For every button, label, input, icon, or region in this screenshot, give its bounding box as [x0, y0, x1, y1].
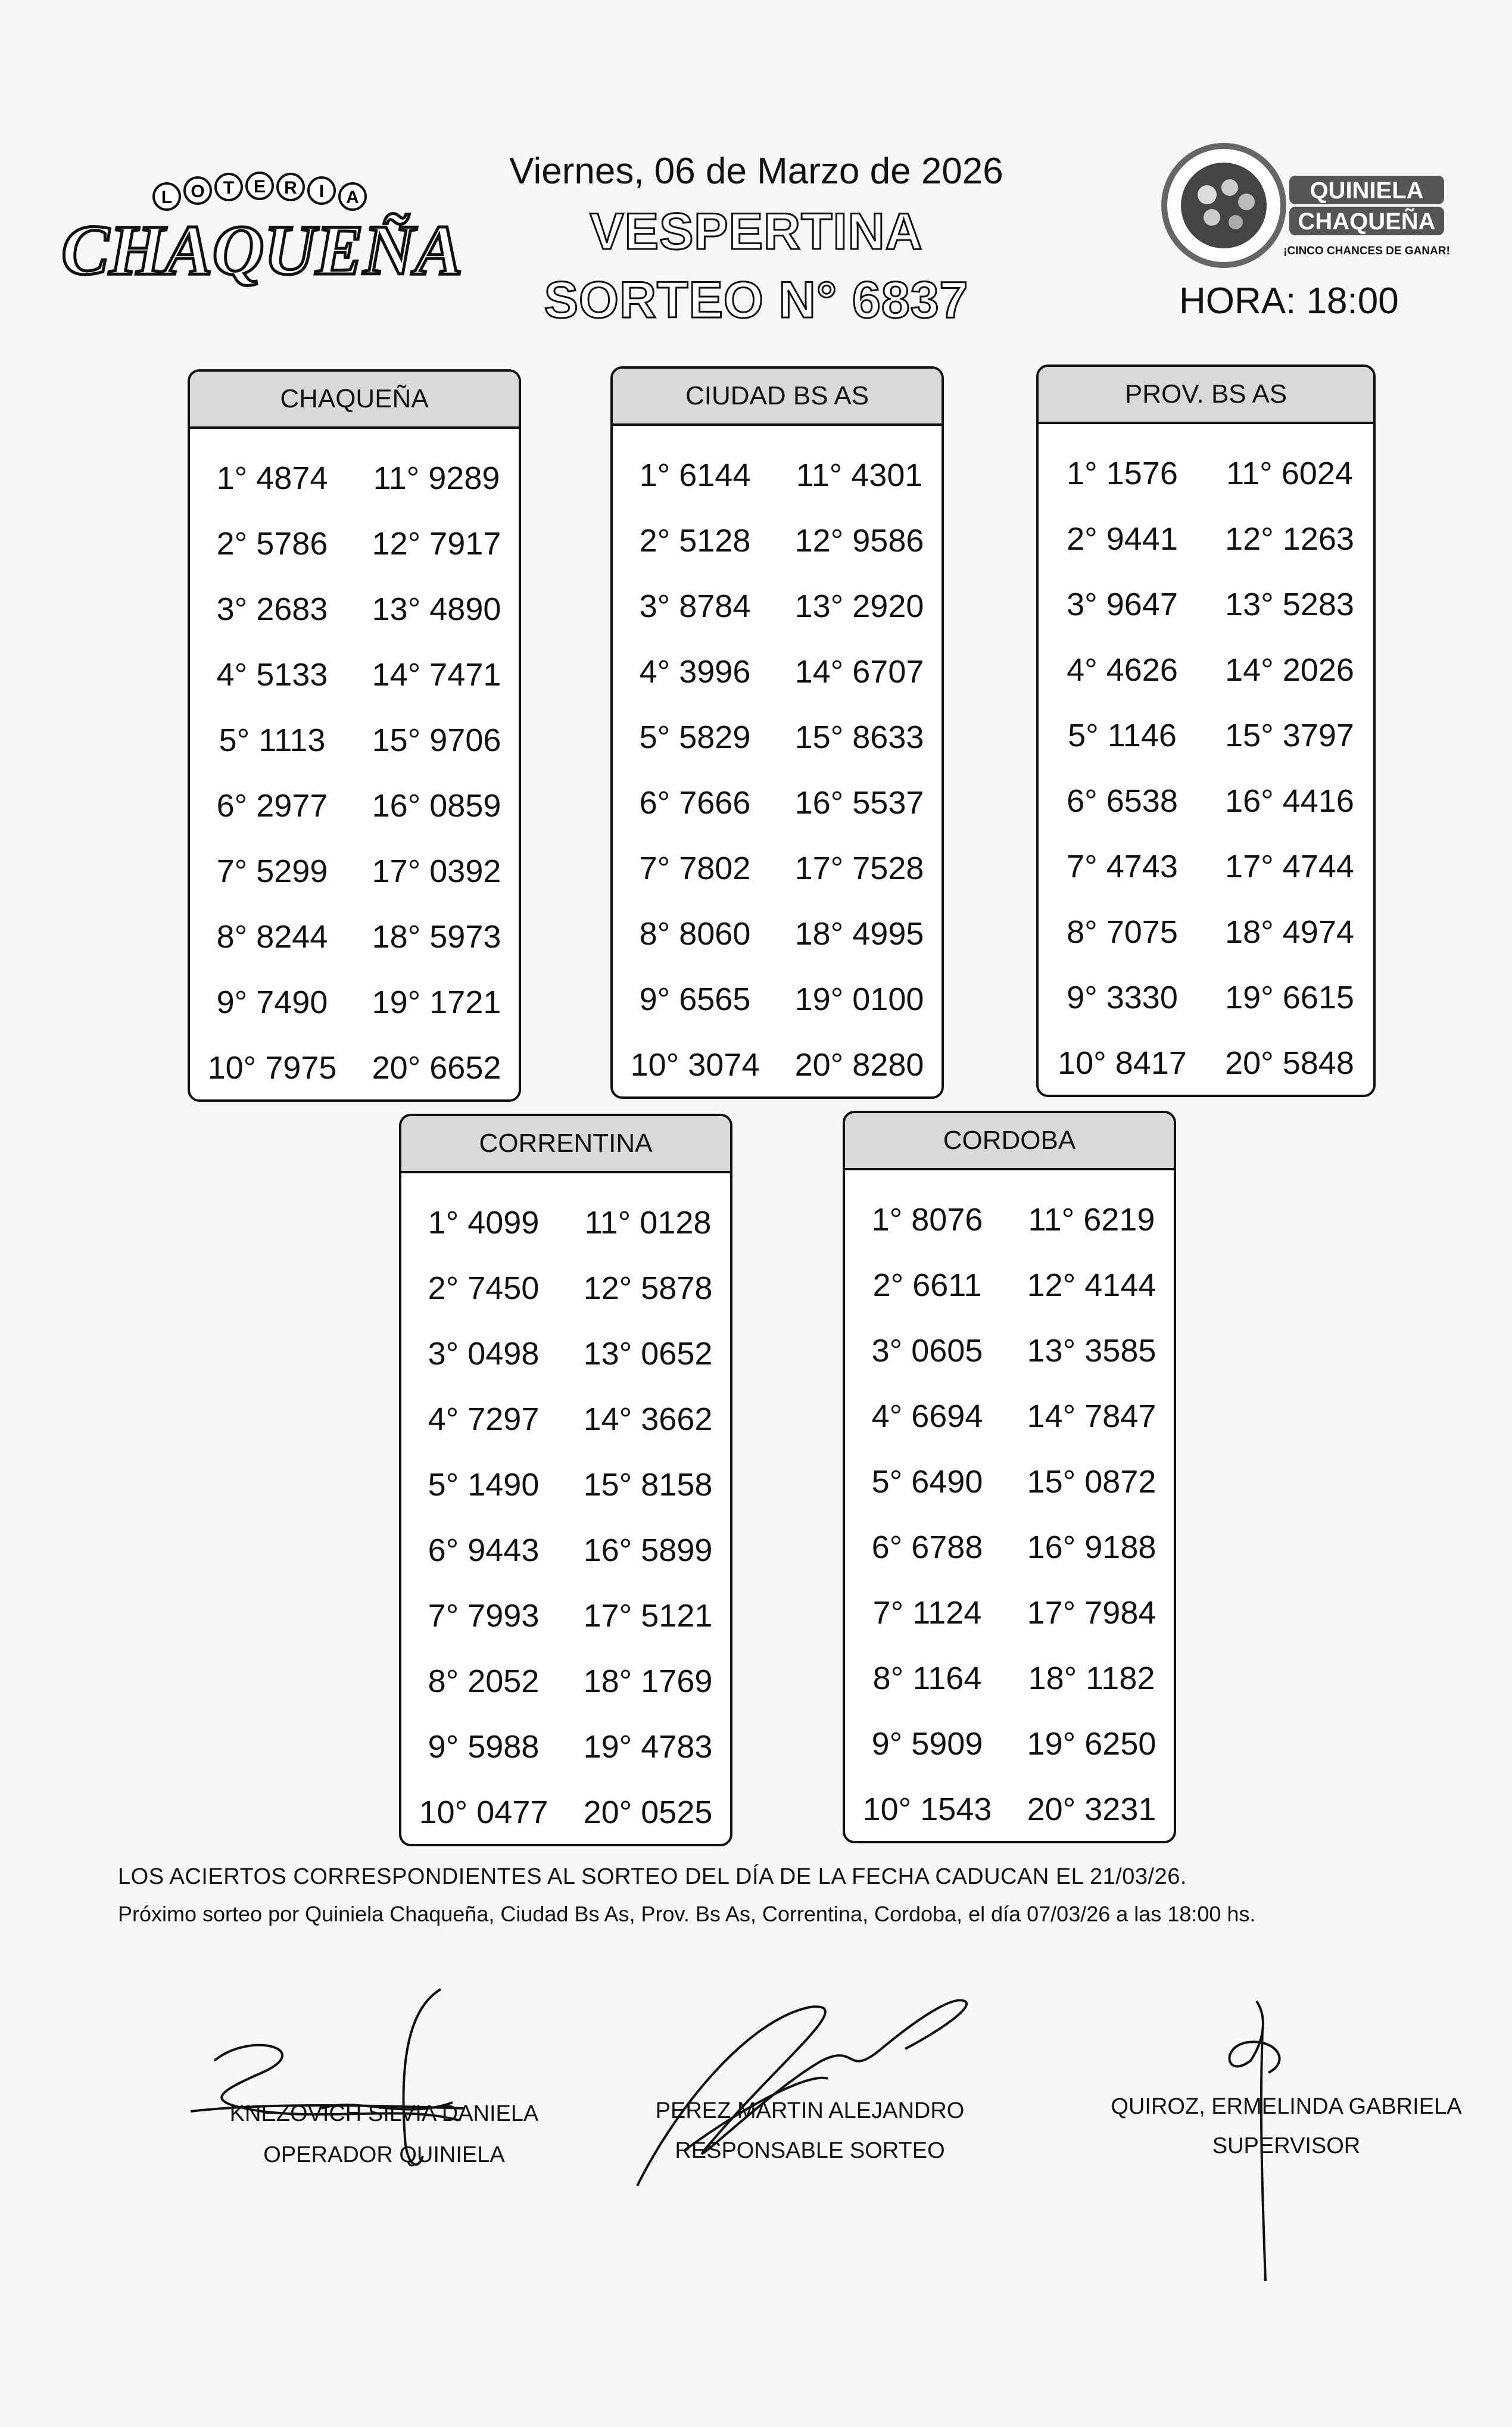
svg-text:I: I: [319, 182, 325, 201]
result-row: [190, 577, 519, 642]
result-row: [613, 443, 942, 508]
result-row: [845, 1777, 1174, 1842]
result-row: [401, 1780, 730, 1845]
result-cell-right: 19° 6615: [1225, 980, 1354, 1015]
quiniela-chaquena-logo: [1140, 152, 1450, 271]
result-row: [1039, 1030, 1373, 1096]
result-row: [190, 839, 519, 904]
result-cell-left: 5° 1113: [219, 722, 326, 758]
result-cell-left: 5° 5829: [639, 719, 751, 755]
result-row: [845, 1384, 1174, 1449]
draw-time: HORA: 18:00: [1179, 281, 1399, 322]
result-cell-left: 7° 7802: [639, 850, 751, 886]
result-row: [401, 1255, 730, 1321]
result-row: [845, 1318, 1174, 1384]
result-row: [1039, 441, 1373, 506]
result-cell-right: 19° 0100: [794, 982, 924, 1017]
result-cell-right: 20° 8280: [794, 1047, 924, 1083]
result-row: [613, 705, 942, 770]
result-cell-right: 17° 7984: [1027, 1595, 1156, 1631]
result-row: [190, 970, 519, 1035]
result-cell-left: 1° 1576: [1067, 456, 1178, 491]
result-row: [613, 574, 942, 639]
results-box-title: PROV. BS AS: [1039, 367, 1373, 424]
result-row: [613, 836, 942, 901]
result-cell-right: 12° 1263: [1225, 521, 1354, 557]
result-cell-right: 18° 5973: [372, 919, 501, 955]
results-box-chaquena: [188, 369, 521, 1102]
result-cell-left: 4° 7297: [428, 1401, 540, 1437]
result-cell-right: 11° 0128: [584, 1205, 712, 1241]
logo-right-tagline: ¡CINCO CHANCES DE GANAR!: [1283, 245, 1450, 257]
result-cell-right: 13° 4890: [372, 591, 501, 627]
results-box-correntina: [399, 1114, 732, 1846]
draw-date: Viernes, 06 de Marzo de 2026: [509, 151, 1003, 192]
result-cell-left: 4° 4626: [1067, 652, 1178, 688]
result-cell-right: 13° 5283: [1225, 587, 1354, 622]
result-cell-right: 15° 9706: [372, 722, 501, 758]
result-row: [190, 708, 519, 773]
result-cell-right: 19° 1721: [372, 984, 501, 1020]
result-cell-right: 14° 6707: [794, 654, 924, 690]
result-cell-right: 11° 6024: [1226, 456, 1353, 491]
result-cell-left: 3° 0498: [428, 1336, 540, 1372]
result-cell-right: 14° 7847: [1027, 1398, 1156, 1434]
result-row: [1039, 703, 1373, 768]
result-cell-right: 18° 1182: [1028, 1660, 1155, 1696]
signature-role-3: SUPERVISOR: [1212, 2133, 1361, 2158]
result-row: [845, 1580, 1174, 1646]
result-cell-left: 3° 0605: [871, 1333, 983, 1369]
result-cell-right: 15° 8158: [583, 1467, 713, 1503]
result-cell-right: 11° 6219: [1028, 1202, 1155, 1238]
result-row: [401, 1321, 730, 1387]
result-cell-right: 16° 4416: [1225, 783, 1354, 819]
result-cell-right: 19° 6250: [1027, 1726, 1156, 1762]
result-cell-left: 9° 6565: [639, 982, 751, 1017]
result-row: [1039, 637, 1373, 703]
result-cell-left: 6° 9443: [428, 1532, 540, 1568]
result-row: [190, 904, 519, 970]
draw-session: VESPERTINA: [590, 203, 923, 260]
result-row: [401, 1190, 730, 1255]
result-cell-left: 8° 8060: [639, 916, 751, 952]
signature-name-2: PEREZ MARTIN ALEJANDRO: [655, 2098, 965, 2123]
result-cell-right: 15° 0872: [1027, 1464, 1156, 1500]
result-cell-left: 3° 9647: [1067, 587, 1178, 622]
logo-right-line2: CHAQUEÑA: [1298, 208, 1436, 235]
result-row: [190, 1035, 519, 1101]
results-rows: [190, 429, 519, 1101]
signature-name-3: QUIROZ, ERMELINDA GABRIELA: [1111, 2094, 1462, 2119]
result-cell-left: 3° 2683: [216, 591, 328, 627]
result-cell-right: 18° 4974: [1225, 914, 1354, 950]
result-cell-right: 17° 4744: [1225, 849, 1354, 884]
result-cell-right: 12° 9586: [794, 523, 924, 559]
results-rows: [401, 1173, 730, 1845]
result-cell-left: 5° 1146: [1068, 718, 1177, 753]
result-cell-left: 1° 4099: [428, 1205, 540, 1241]
result-cell-right: 19° 4783: [583, 1729, 713, 1765]
result-cell-left: 8° 1164: [872, 1660, 982, 1696]
result-row: [845, 1449, 1174, 1515]
results-box-title: CHAQUEÑA: [190, 372, 519, 429]
result-cell-right: 18° 1769: [583, 1663, 713, 1699]
signature-responsable: [631, 1983, 1012, 2198]
result-row: [613, 508, 942, 574]
result-cell-right: 20° 6652: [372, 1050, 501, 1086]
result-row: [190, 511, 519, 577]
result-cell-left: 2° 7450: [428, 1270, 540, 1306]
svg-text:L: L: [161, 188, 173, 207]
result-cell-left: 2° 6611: [872, 1267, 982, 1303]
result-row: [613, 639, 942, 705]
result-cell-left: 9° 3330: [1067, 980, 1178, 1015]
result-cell-left: 6° 7666: [639, 785, 751, 821]
signature-role-1: OPERADOR QUINIELA: [263, 2142, 505, 2167]
result-cell-left: 8° 2052: [428, 1663, 540, 1699]
results-box-title: CORDOBA: [845, 1113, 1174, 1170]
next-draw-notice: Próximo sorteo por Quiniela Chaqueña, Ciudad Bs As, Prov. Bs As, Correntina, Cordoba, el día 07/03/26 a las 18:00 hs.: [118, 1902, 1256, 1926]
result-cell-right: 16° 9188: [1027, 1529, 1156, 1565]
result-cell-right: 16° 5899: [583, 1532, 713, 1568]
result-cell-left: 3° 8784: [639, 588, 751, 624]
result-row: [613, 770, 942, 836]
result-cell-right: 13° 0652: [583, 1336, 713, 1372]
result-cell-right: 14° 7471: [372, 657, 501, 693]
result-cell-left: 8° 7075: [1067, 914, 1178, 950]
result-cell-left: 6° 6538: [1067, 783, 1178, 819]
result-cell-left: 7° 5299: [216, 853, 328, 889]
result-row: [190, 642, 519, 708]
result-cell-right: 17° 5121: [583, 1598, 713, 1634]
result-cell-right: 15° 3797: [1225, 718, 1354, 753]
result-cell-left: 9° 5909: [871, 1726, 983, 1762]
result-row: [1039, 965, 1373, 1030]
svg-text:E: E: [253, 177, 266, 197]
result-row: [401, 1649, 730, 1714]
result-cell-left: 1° 4874: [216, 460, 328, 496]
results-rows: [845, 1170, 1174, 1842]
loteria-chaquena-logo: [61, 167, 463, 298]
result-row: [1039, 572, 1373, 637]
result-row: [1039, 899, 1373, 965]
results-box-ciudad-bs-as: [610, 366, 944, 1099]
result-cell-left: 1° 6144: [639, 457, 751, 493]
result-cell-left: 2° 9441: [1067, 521, 1178, 557]
expiry-notice: LOS ACIERTOS CORRESPONDIENTES AL SORTEO DEL DÍA DE LA FECHA CADUCAN EL 21/03/26.: [118, 1864, 1187, 1889]
result-cell-left: 6° 2977: [216, 788, 328, 824]
result-cell-left: 7° 4743: [1067, 849, 1178, 884]
result-cell-left: 10° 0477: [419, 1794, 548, 1830]
result-cell-right: 17° 7528: [794, 850, 924, 886]
result-cell-right: 14° 3662: [583, 1401, 713, 1437]
result-row: [401, 1714, 730, 1780]
result-cell-right: 11° 4301: [796, 457, 923, 493]
result-row: [613, 901, 942, 967]
result-cell-left: 10° 7975: [207, 1050, 337, 1086]
result-cell-right: 16° 5537: [794, 785, 924, 821]
result-cell-right: 20° 0525: [583, 1794, 713, 1830]
result-cell-left: 10° 8417: [1058, 1045, 1187, 1081]
result-cell-left: 6° 6788: [871, 1529, 983, 1565]
result-cell-right: 11° 9289: [373, 460, 500, 496]
svg-text:T: T: [223, 178, 235, 198]
result-row: [613, 967, 942, 1032]
result-row: [1039, 768, 1373, 834]
results-box-cordoba: [843, 1111, 1176, 1843]
result-cell-left: 2° 5786: [216, 526, 328, 562]
logo-right-line1: QUINIELA: [1310, 177, 1424, 204]
result-row: [845, 1646, 1174, 1711]
result-row: [845, 1253, 1174, 1318]
signature-role-2: RESPONSABLE SORTEO: [675, 2138, 945, 2163]
result-cell-left: 9° 5988: [428, 1729, 540, 1765]
result-cell-left: 2° 5128: [639, 523, 751, 559]
result-cell-left: 5° 6490: [871, 1464, 983, 1500]
results-box-title: CIUDAD BS AS: [613, 369, 942, 426]
result-cell-left: 1° 8076: [871, 1202, 983, 1238]
result-cell-left: 4° 6694: [871, 1398, 983, 1434]
results-rows: [1039, 424, 1373, 1096]
logo-left-wordmark: CHAQUEÑA: [61, 210, 463, 289]
result-row: [401, 1452, 730, 1518]
result-row: [845, 1187, 1174, 1253]
results-box-title: CORRENTINA: [401, 1116, 730, 1173]
result-cell-right: 13° 3585: [1027, 1333, 1156, 1369]
result-cell-right: 13° 2920: [794, 588, 924, 624]
result-cell-left: 8° 8244: [216, 919, 328, 955]
result-cell-right: 15° 8633: [794, 719, 924, 755]
result-cell-left: 7° 7993: [428, 1598, 540, 1634]
results-rows: [613, 426, 942, 1098]
result-cell-right: 12° 4144: [1027, 1267, 1156, 1303]
svg-text:R: R: [284, 178, 297, 198]
result-row: [401, 1518, 730, 1583]
result-cell-right: 14° 2026: [1225, 652, 1354, 688]
result-cell-right: 20° 3231: [1027, 1792, 1156, 1827]
result-cell-right: 12° 5878: [583, 1270, 713, 1306]
result-cell-left: 4° 3996: [639, 654, 751, 690]
result-row: [845, 1515, 1174, 1580]
result-cell-left: 4° 5133: [216, 657, 328, 693]
result-cell-left: 10° 3074: [630, 1047, 760, 1083]
result-cell-right: 16° 0859: [372, 788, 501, 824]
results-box-prov-bs-as: [1036, 364, 1376, 1097]
result-cell-left: 10° 1543: [862, 1792, 992, 1827]
svg-text:A: A: [346, 188, 359, 207]
result-row: [1039, 834, 1373, 899]
svg-text:O: O: [191, 182, 205, 201]
result-row: [1039, 506, 1373, 572]
result-cell-right: 17° 0392: [372, 853, 501, 889]
result-cell-right: 18° 4995: [794, 916, 924, 952]
result-row: [613, 1032, 942, 1098]
result-row: [845, 1711, 1174, 1777]
result-cell-left: 5° 1490: [428, 1467, 540, 1503]
result-cell-right: 20° 5848: [1225, 1045, 1354, 1081]
result-cell-left: 7° 1124: [872, 1595, 982, 1631]
result-cell-right: 12° 7917: [372, 526, 501, 562]
result-row: [401, 1387, 730, 1452]
result-row: [401, 1583, 730, 1649]
draw-number: SORTEO N° 6837: [544, 272, 969, 329]
result-row: [190, 445, 519, 511]
result-cell-left: 9° 7490: [216, 984, 328, 1020]
result-row: [190, 773, 519, 839]
signature-name-1: KNEZOVICH SILVIA DANIELA: [229, 2101, 539, 2126]
